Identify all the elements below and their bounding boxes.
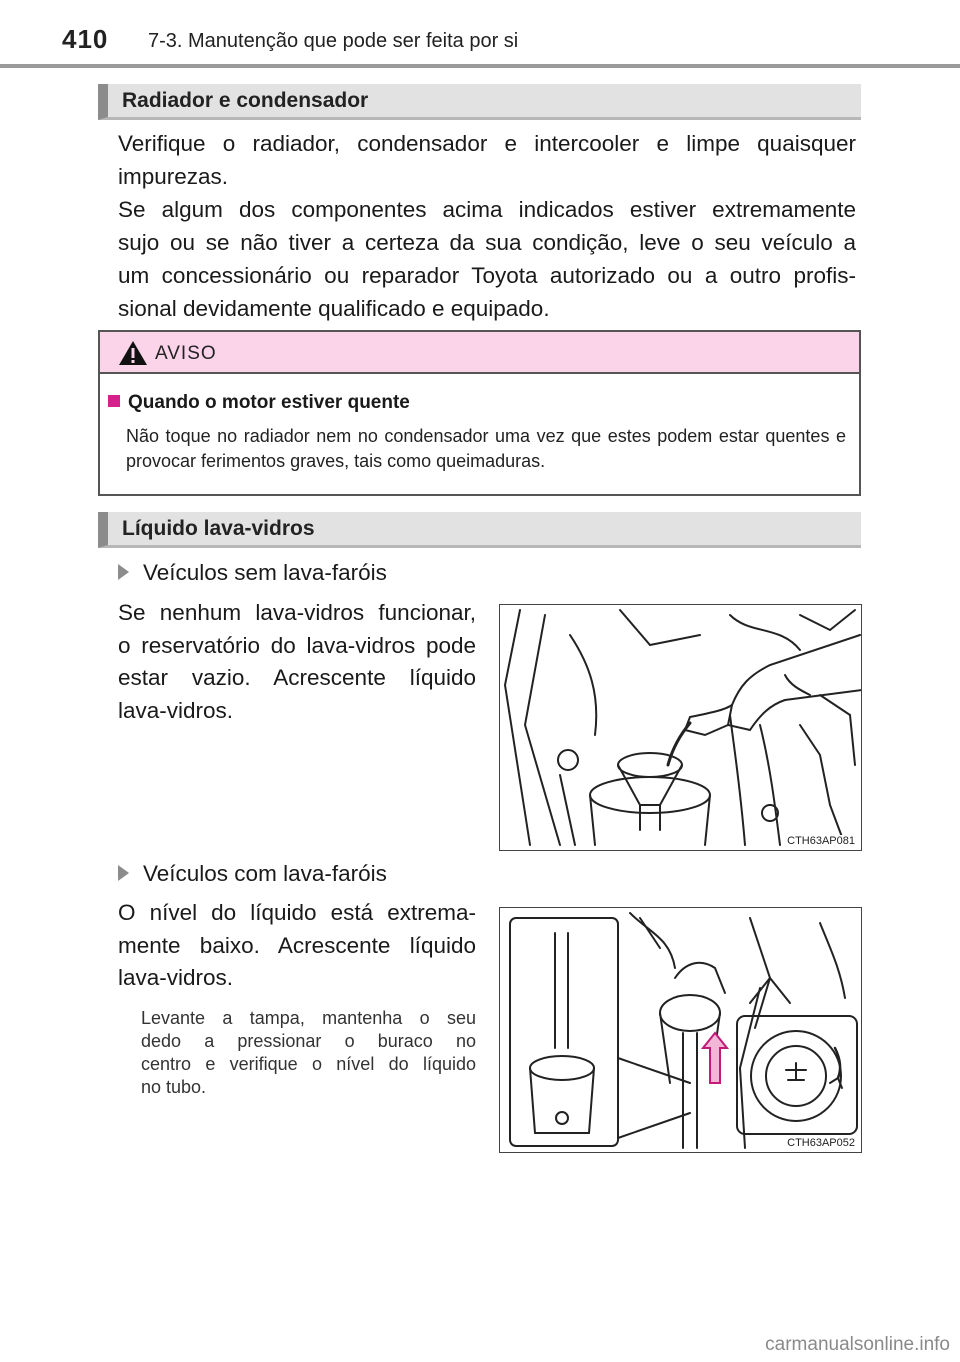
case2-note (141, 1007, 476, 1099)
header-divider (0, 64, 960, 68)
figure-code: CTH63AP052 (787, 1137, 855, 1149)
paragraph-line: estar vazio. Acrescente líquido (118, 665, 476, 690)
note-line: dedo a pressionar o buraco no (141, 1031, 476, 1051)
page-header (0, 0, 960, 66)
paragraph-line: O nível do líquido está extrema- (118, 900, 476, 925)
chapter-title: 7-3. Manutenção que pode ser feita por si (148, 30, 519, 52)
section-title: Radiador e condensador (122, 89, 369, 112)
paragraph-line: Se algum dos componentes acima indicados estiver extremamente (118, 197, 856, 222)
warning-subtitle (108, 392, 410, 414)
washer-level-illustration (500, 908, 862, 1153)
warning-text: Não toque no radiador nem no condensador uma vez que estes podem estar quentes e provocar ferimentos graves, tais como queimaduras. (126, 426, 846, 471)
paragraph-line: mente baixo. Acrescente líquido (118, 932, 476, 958)
paragraph-line: um concessionário ou reparador Toyota autorizado ou a outro profis- (118, 263, 856, 288)
case1-label (118, 560, 387, 586)
paragraph-line: Se nenhum lava-vidros funcionar, (118, 600, 476, 625)
case1-label-text: Veículos sem lava-faróis (143, 560, 387, 585)
radiator-paragraph (118, 127, 856, 325)
section-title: Líquido lava-vidros (122, 517, 315, 540)
note-line: centro e verifique o nível do líquido (141, 1054, 476, 1074)
paragraph-line: sujo ou se não tiver a certeza da sua condição, leve o seu veículo a (118, 230, 856, 255)
case1-paragraph (118, 597, 476, 727)
figure-washer-refill (499, 604, 862, 851)
paragraph-line: impurezas. (118, 164, 229, 189)
page-number: 410 (62, 24, 109, 54)
warning-subtitle-text: Quando o motor estiver quente (128, 392, 410, 413)
washer-refill-illustration (500, 605, 862, 851)
warning-title: AVISO (155, 343, 217, 364)
figure-code: CTH63AP081 (787, 835, 855, 847)
paragraph-line: sional devidamente qualificado e equipado. (118, 296, 550, 321)
warning-header (100, 332, 859, 374)
note-line: Levante a tampa, mantenha o seu (141, 1008, 476, 1028)
pink-square-icon (108, 395, 120, 407)
warning-triangle-icon (118, 340, 148, 366)
paragraph-line: lava-vidros. (118, 965, 234, 990)
section-heading-radiator (98, 84, 861, 120)
note-line: no tubo. (141, 1077, 207, 1097)
paragraph-line: lava-vidros. (118, 697, 234, 723)
paragraph-line: Verifique o radiador, condensador e intercooler e limpe quaisquer (118, 131, 856, 156)
section-heading-washer (98, 512, 861, 548)
bullet-arrow-icon (118, 865, 129, 881)
watermark: carmanualsonline.info (765, 1334, 950, 1355)
case2-paragraph (118, 897, 476, 995)
bullet-arrow-icon (118, 564, 129, 580)
paragraph-line: o reservatório do lava-vidros pode (118, 632, 476, 658)
warning-box (98, 330, 861, 496)
case2-label-text: Veículos com lava-faróis (143, 861, 387, 886)
figure-washer-level-check (499, 907, 862, 1153)
case2-label (118, 861, 387, 887)
